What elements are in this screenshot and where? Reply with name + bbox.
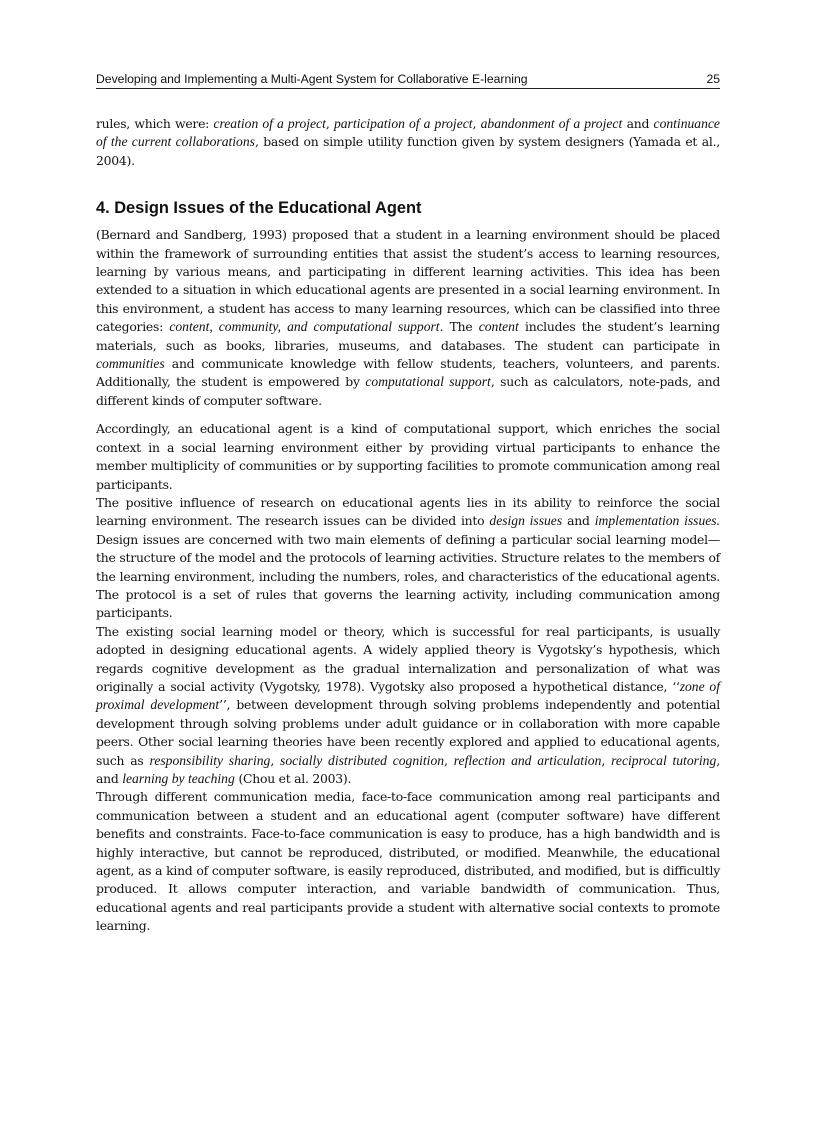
- running-header: [96, 72, 720, 89]
- text-segment: The positive influence of research on educational agents lies in its ability to reinforce the social learning environment. The research issues can be divided into: [96, 494, 720, 529]
- text-segment: . The: [439, 319, 479, 335]
- text-segment: Through different communication media, face-to-face communication among real participants and communication between a student and an educational agent (computer software) have different benefits and constraints. Face-to-face communication is easy to produce, has a high bandwidth and is highly interactive, but cannot be reproduced, distributed, or modified. Meanwhile, the educational agent, as a kind of computer software, is easily reproduced, distributed, and modified, but is difficultly produced. It allows computer interaction, and variable bandwidth of communication. Thus, educational agents and real participants provide a student with alternative social contexts to promote learning.: [96, 789, 720, 934]
- italic-term: responsibility sharing: [149, 752, 271, 768]
- text-segment: ,: [444, 752, 454, 768]
- italic-term: zone of proximal development: [96, 678, 721, 713]
- italic-term: content: [478, 319, 519, 335]
- italic-term: computational support: [365, 374, 491, 390]
- italic-term: communities: [96, 356, 165, 372]
- italic-term: reflection and articulation: [453, 752, 602, 768]
- italic-term: abandonment of a project: [480, 116, 623, 131]
- italic-term: learning by teaching: [122, 771, 235, 786]
- italic-term: design issues: [489, 513, 563, 529]
- italic-term: participation of a project: [333, 116, 473, 131]
- section-heading: 4. Design Issues of the Educational Agent: [96, 199, 422, 218]
- italic-term: creation of a project: [213, 116, 326, 131]
- text-segment: (Chou et al. 2003).: [234, 771, 352, 786]
- italic-term: content, community, and computational support: [169, 319, 440, 335]
- text-segment: ,: [472, 116, 481, 131]
- italic-term: implementation issues.: [594, 513, 720, 529]
- text-segment: , based on simple utility function given by system designers (Yamada et al., 2004).: [96, 134, 720, 168]
- text-segment: includes the student’s learning materials, such as books, libraries, museums, and databases. The student can participate in: [96, 319, 720, 353]
- text-segment: (Bernard and Sandberg, 1993) proposed that a student in a learning environment should be placed within the framework of surrounding entities that assist the student’s access to learning resources, learning by various means, and participating in different learning activities. This idea has been extended to a situation in which educational agents are presented in a social learning environment. In this environment, a student has access to many learning resources, which can be classified into three categories:: [96, 227, 720, 335]
- paragraph: [96, 788, 720, 935]
- paragraph: [96, 494, 720, 623]
- italic-term: continuance of the current collaborations: [96, 116, 720, 150]
- text-segment: and: [622, 116, 654, 131]
- text-segment: The existing social learning model or theory, which is successful for real participants, is usually adopted in designing educational agents. A widely applied theory is Vygotsky’s hypothesis, which regards cognitive development as the gradual internalization and personalization of what was originally a social activity (Vygotsky, 1978). Vygotsky also proposed a hypothetical distance, ‘‘: [96, 623, 720, 694]
- text-segment: and communicate knowledge with fellow students, teachers, volunteers, and parents. Additionally, the student is empowered by: [96, 356, 720, 390]
- page-body: [96, 115, 720, 936]
- text-segment: and: [562, 513, 595, 529]
- paragraph: [96, 623, 720, 789]
- text-segment: , and: [96, 752, 720, 786]
- page-number: 25: [706, 72, 720, 86]
- text-segment: Design issues are concerned with two main elements of defining a particular social learning model— the structure of the model and the protocols of learning activities. Structure relates to the members of the learning environment, including the numbers, roles, and characteristics of the educational agents. The protocol is a set of rules that governs the learning activity, including communication among participants.: [96, 531, 720, 621]
- paragraph: [96, 420, 720, 494]
- running-title: Developing and Implementing a Multi-Agent System for Collaborative E-learning: [96, 72, 528, 86]
- italic-term: socially distributed cognition: [280, 752, 445, 768]
- text-segment: ,: [270, 752, 281, 768]
- text-segment: ,: [601, 752, 612, 768]
- text-segment: , such as calculators, note-pads, and different kinds of computer software.: [96, 374, 721, 408]
- italic-term: reciprocal tutoring: [611, 752, 717, 768]
- paragraph: [96, 226, 720, 410]
- text-segment: Accordingly, an educational agent is a kind of computational support, which enriches the social context in a social learning environment either by providing virtual participants to enhance the member multiplicity of communities or by supporting facilities to promote communication among real participants.: [96, 421, 720, 492]
- text-segment: ’’, between development through solving problems independently and potential development through solving problems under adult guidance or in collaboration with more capable peers. Other social learning theories have been recently explored and applied to educational agents, such as: [96, 697, 720, 768]
- text-segment: ,: [325, 116, 334, 131]
- paragraph: [96, 115, 720, 170]
- text-segment: rules, which were:: [96, 116, 214, 131]
